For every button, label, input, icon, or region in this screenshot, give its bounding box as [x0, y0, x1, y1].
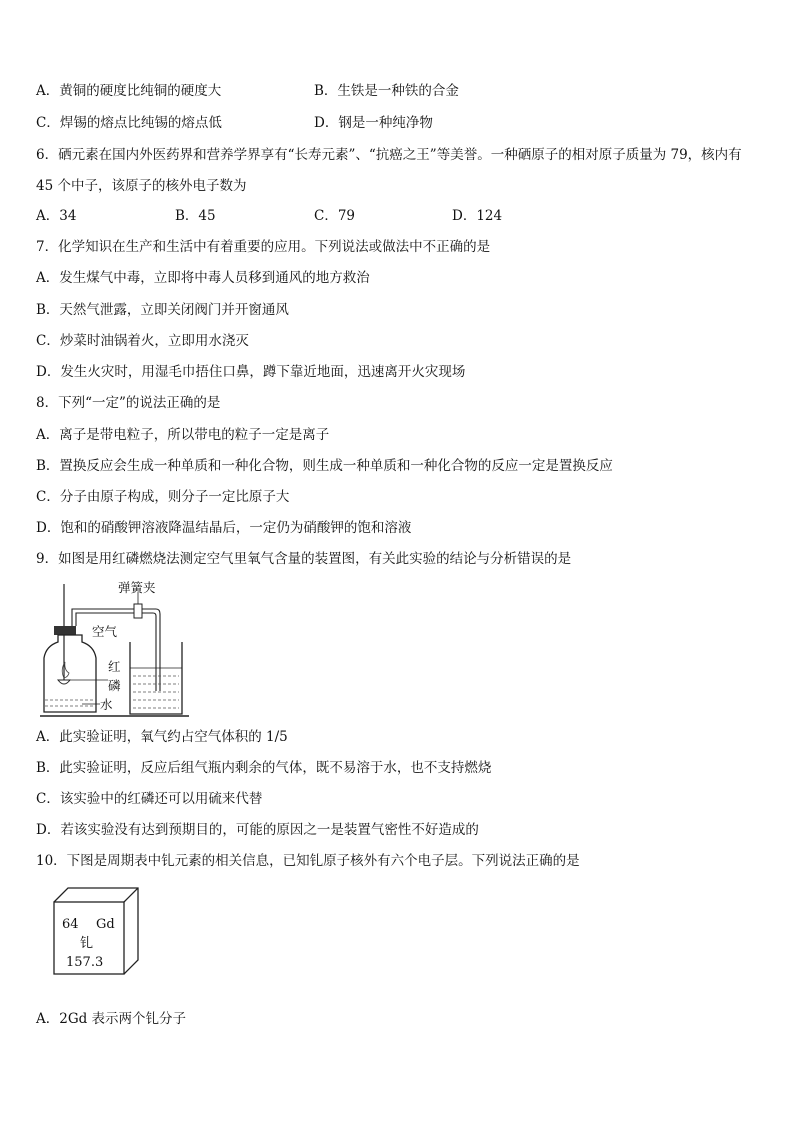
q7-option-b: B．天然气泄露，立即关闭阀门并开窗通风	[36, 302, 289, 318]
q9-stem: 9．如图是用红磷燃烧法测定空气里氧气含量的装置图，有关此实验的结论与分析错误的是	[36, 551, 572, 567]
q9-option-a: A．此实验证明，氧气约占空气体积的 1/5	[36, 729, 288, 745]
q5-option-b: B．生铁是一种铁的合金	[314, 83, 459, 99]
label-clamp: 弹簧夹	[118, 580, 156, 595]
flame-icon	[62, 662, 69, 678]
q9-option-b: B．此实验证明，反应后组气瓶内剩余的气体，既不易溶于水，也不支持燃烧	[36, 760, 492, 776]
q8-option-c: C．分子由原子构成，则分子一定比原子大	[36, 489, 290, 505]
element-name: 钆	[80, 936, 94, 951]
combustion-spoon	[58, 680, 70, 684]
q7-stem: 7．化学知识在生产和生活中有着重要的应用。下列说法或做法中不正确的是	[36, 239, 491, 255]
label-red: 红	[108, 659, 121, 674]
q5-option-d: D．钢是一种纯净物	[314, 115, 433, 131]
q8-option-d: D．饱和的硝酸钾溶液降温结晶后，一定仍为硝酸钾的饱和溶液	[36, 520, 412, 536]
q10-option-a: A．2Gd 表示两个钆分子	[36, 1011, 187, 1027]
q6-stem-line1: 6．硒元素在国内外医药界和营养学界享有“长寿元素”、“抗癌之王”等美誉。一种硒原子的相对原子质量为 79，核内有	[36, 147, 742, 163]
atomic-number: 64	[62, 917, 79, 932]
q7-option-d: D．发生火灾时，用湿毛巾捂住口鼻，蹲下靠近地面，迅速离开火灾现场	[36, 364, 466, 380]
spring-clamp	[134, 604, 142, 618]
q10-stem: 10．下图是周期表中钆元素的相关信息，已知钆原子核外有六个电子层。下列说法正确的是	[36, 853, 580, 869]
q8-option-b: B．置换反应会生成一种单质和一种化合物，则生成一种单质和一种化合物的反应一定是置换反应	[36, 458, 613, 474]
label-phosphorus: 磷	[108, 678, 121, 693]
rubber-stopper	[54, 626, 76, 635]
q9-option-d: D．若该实验没有达到预期目的，可能的原因之一是装置气密性不好造成的	[36, 822, 479, 838]
label-air: 空气	[92, 624, 118, 639]
q6-option-a: A．34	[36, 208, 77, 224]
q8-stem: 8．下列“一定”的说法正确的是	[36, 395, 221, 411]
q6-option-b: B．45	[175, 208, 216, 224]
q6-option-d: D．124	[452, 208, 503, 224]
element-symbol: Gd	[96, 917, 115, 932]
q9-apparatus-figure	[36, 576, 206, 721]
q6-stem-line2: 45 个中子，该原子的核外电子数为	[36, 178, 247, 194]
element-card-gd	[50, 884, 142, 978]
q5-option-a: A．黄铜的硬度比纯铜的硬度大	[36, 83, 222, 99]
atomic-mass: 157.3	[66, 955, 104, 970]
q7-option-c: C．炒菜时油锅着火，立即用水浇灭	[36, 333, 249, 349]
q9-option-c: C．该实验中的红磷还可以用硫来代替	[36, 791, 263, 807]
label-water: 水	[100, 697, 113, 712]
q7-option-a: A．发生煤气中毒，立即将中毒人员移到通风的地方救治	[36, 270, 370, 286]
q5-option-c: C．焊锡的熔点比纯锡的熔点低	[36, 115, 222, 131]
q8-option-a: A．离子是带电粒子，所以带电的粒子一定是离子	[36, 427, 330, 443]
gas-bottle	[44, 635, 96, 712]
q6-option-c: C．79	[314, 208, 356, 224]
